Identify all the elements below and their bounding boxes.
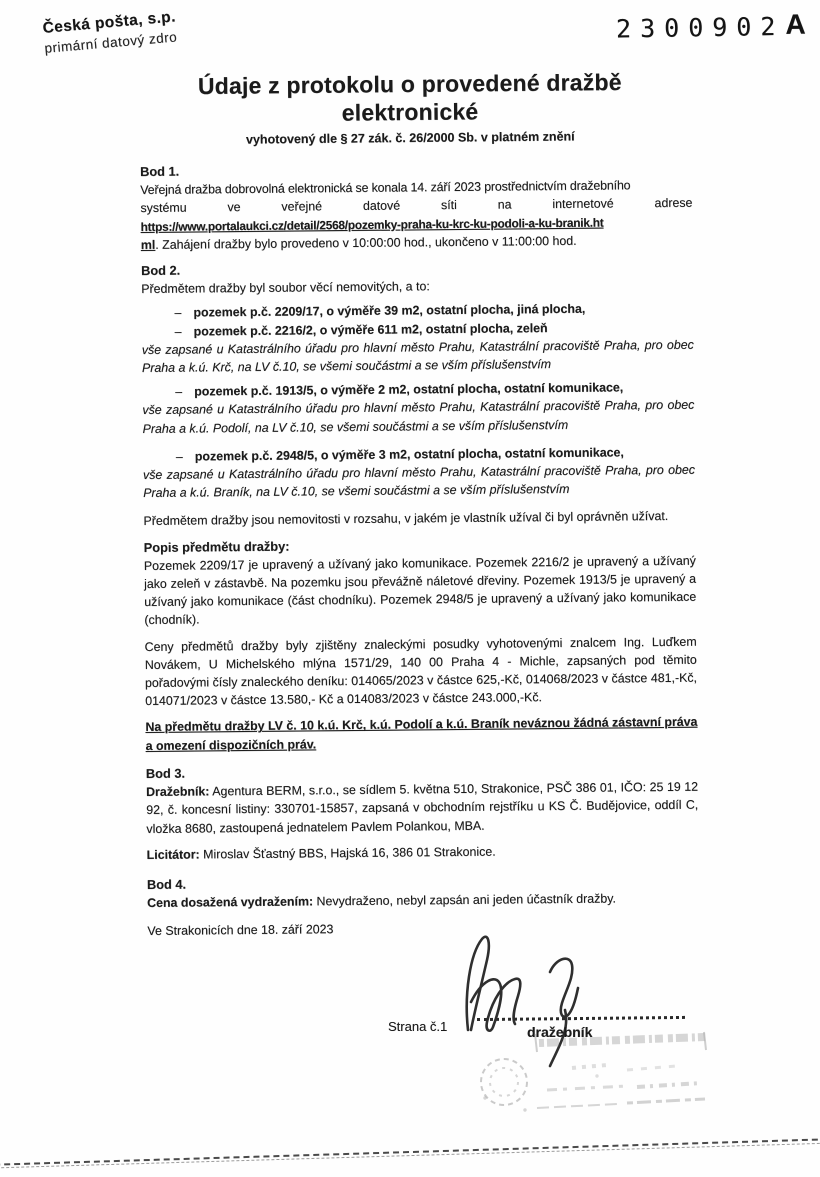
company-stamp-faint (477, 1030, 717, 1118)
no-liens-paragraph: Na předmětu dražby LV č. 10 k.ú. Krč, k.ú. Podolí a k.ú. Braník neváznou žádná zástavní práva a omezení dispozičních práv. (145, 715, 698, 753)
list-dash: – (174, 324, 182, 339)
bod2-intro: Předmětem dražby byl soubor věcí nemovitých, a to: (141, 279, 430, 297)
title-block (104, 67, 717, 148)
bod1-after-url: . Zahájení dražby bylo provedeno v 10:00:00 hod., ukončeno v 11:00:00 hod. (155, 233, 577, 252)
auctioneer-text: Agentura BERM, s.r.o., se sídlem 5. května 510, Strakonice, PSČ 386 01, IČO: 25 19 12 92, č. koncesní listiny: 330701-15857, zapsaná v obchodním rejstříku u KS Č. Budějovice, oddíl C, vložka 8680, zastoupená jednatelem Pavlem Polankou, MBA. (146, 779, 699, 836)
bod3-heading: Bod 3. (145, 765, 186, 781)
scan-edge-line (0, 1138, 820, 1165)
list-item-text: pozemek p.č. 2216/2, o výměře 611 m2, ostatní plocha, zeleň (193, 320, 548, 339)
prices-paragraph: Ceny předmětů dražby byly zjištěny znaleckými posudky vyhotovenými znalcem Ing. Luďkem Novákem, U Michelského mlýna 1571/29, 140 00 Praha 4 - Michle, zapsaných pod těmito pořadovými čísly znaleckého deníku: 014065/2023 v částce 625,-Kč, 014068/2023 v částce 481,-Kč, 014071/2023 v částce 13.580,- Kč a 014083/2023 v částce 243.000,-Kč. (144, 634, 698, 709)
licitator-text: Miroslav Šťastný BBS, Hajská 16, 386 01 Strakonice. (199, 844, 496, 862)
bod4-heading: Bod 4. (146, 876, 187, 892)
document-body (140, 158, 699, 941)
cadastre-note: vše zapsané u Katastrálního úřadu pro hlavní město Prahu, Katastrální pracoviště Praha, pro obec Praha a k.ú. Podolí, na LV č.10, se všemi součástmi a se vším příslušenstvím (142, 398, 695, 436)
list-dash: – (174, 306, 182, 321)
auctioneer-label: Dražebník: (145, 784, 210, 800)
list-dash: – (175, 449, 183, 464)
stamp-subtitle: primární datový zdro (43, 29, 178, 56)
result-text: Nevydraženo, nebyl zapsán ani jeden účastník dražby. (312, 891, 616, 909)
bod1-line2: systému ve veřejné datové síti na internetové adrese (140, 196, 693, 216)
auction-url-link[interactable]: https://www.portalaukci.cz/detail/2568/pozemky-praha-ku-krc-ku-podoli-a-ku-branik.ht (140, 215, 604, 234)
page-subtitle: vyhotovený dle § 27 zák. č. 26/2000 Sb. v platném znění (245, 129, 575, 147)
stamp-org-name: Česká pošta, s.p. (42, 8, 177, 37)
section-bod-3 (146, 760, 699, 864)
document-number-suffix: A (785, 8, 806, 40)
licitator-paragraph (147, 840, 699, 864)
description-heading: Popis předmětu dražby: (143, 538, 290, 555)
auctioneer-paragraph (146, 778, 698, 838)
list-dash: – (175, 384, 183, 399)
document-number-digits: 2300902 (615, 11, 785, 44)
signature-role-label: dražebník (527, 1024, 593, 1040)
scan-edge-line-faint (0, 1143, 820, 1169)
list-item-text: pozemek p.č. 2948/5, o výměře 3 m2, ostatní plocha, ostatní komunikace, (194, 445, 624, 464)
document-number (616, 9, 806, 44)
list-item-text: pozemek p.č. 2209/17, o výměře 39 m2, ostatní plocha, jiná plocha, (193, 302, 586, 320)
page-title (104, 67, 717, 129)
licitator-label: Licitátor: (146, 847, 200, 862)
place-date: Ve Strakonicích dne 18. září 2023 (147, 922, 334, 939)
ceska-posta-stamp (42, 8, 178, 55)
page-title-line1: Údaje z protokolu o provedené dražbě (197, 68, 622, 100)
section-bod-2 (141, 257, 698, 755)
list-item-text: pozemek p.č. 1913/5, o výměře 2 m2, ostatní plocha, ostatní komunikace, (194, 380, 624, 399)
section-bod-1 (140, 158, 693, 254)
auction-url-wrap-tail[interactable]: ml (140, 237, 156, 252)
page-title-line2: elektronické (341, 98, 479, 126)
description-paragraph: Pozemek 2209/17 je upravený a užívaný jako komunikace. Pozemek 2216/2 je upravený a užívaný jako zeleň v zástavbě. Na pozemku jsou převážně náletové dřeviny. Pozemek 1913/5 je upravený a užívaný jako komunikace (část chodníku). Pozemek 2948/5 je upravený a užívaný jako komunikace (chodník). (143, 553, 697, 628)
scope-paragraph: Předmětem dražby jsou nemovitosti v rozsahu, v jakém je vlastník užíval či byl oprávněn užívat. (143, 509, 669, 529)
cadastre-note: vše zapsané u Katastrálního úřadu pro hlavní město Prahu, Katastrální pracoviště Praha, pro obec Praha a k.ú. Braník, na LV č.10, se všemi součástmi a se vším příslušenstvím (142, 462, 696, 501)
section-bod-4 (147, 871, 700, 941)
cadastre-note: vše zapsané u Katastrálního úřadu pro hlavní město Prahu, Katastrální pracoviště Praha, pro obec Praha a k.ú. Krč, na LV č.10, se všemi součástmi a se vším příslušenstvím (141, 337, 694, 376)
bod2-heading: Bod 2. (140, 262, 181, 279)
result-label: Cena dosažená vydražením: (147, 894, 314, 911)
bod1-heading: Bod 1. (140, 163, 180, 179)
page-number: Strana č.1 (388, 1019, 448, 1034)
result-paragraph (147, 889, 699, 913)
bod1-line1: Veřejná dražba dobrovolná elektronická se konala 14. září 2023 prostřednictvím dražebního (140, 178, 631, 198)
